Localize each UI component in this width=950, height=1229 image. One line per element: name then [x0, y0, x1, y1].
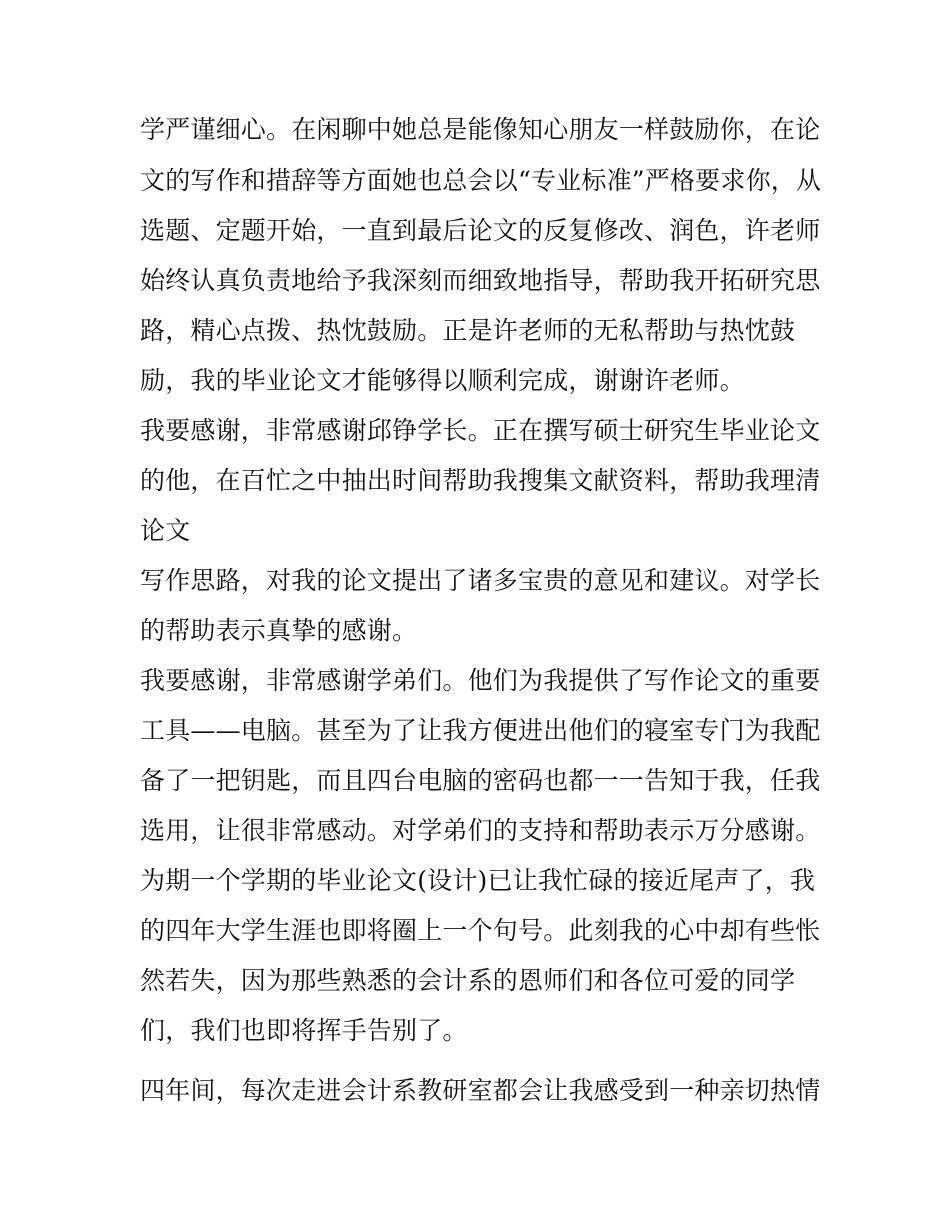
text-line: 我要感谢，非常感谢学弟们。他们为我提供了写作论文的重要 — [140, 666, 821, 695]
text-line: 的四年大学生涯也即将圈上一个句号。此刻我的心中却有些怅 — [140, 916, 821, 945]
text-line: 学严谨细心。在闲聊中她总是能像知心朋友一样鼓励你，在论 — [140, 115, 821, 144]
text-line: 的帮助表示真挚的感谢。 — [140, 616, 418, 645]
text-line: 励，我的毕业论文才能够得以顺利完成，谢谢许老师。 — [140, 366, 745, 395]
text-line: 选题、定题开始，一直到最后论文的反复修改、润色，许老师 — [140, 216, 821, 245]
text-line: 路，精心点拨、热忱鼓励。正是许老师的无私帮助与热忱鼓 — [140, 316, 796, 345]
text-line: 四年间，每次走进会计系教研室都会让我感受到一种亲切热情 — [140, 1076, 821, 1105]
text-line: 论文 — [140, 516, 191, 545]
text-line: 写作思路，对我的论文提出了诸多宝贵的意见和建议。对学长 — [140, 566, 821, 595]
text-line: 然若失，因为那些熟悉的会计系的恩师们和各位可爱的同学 — [140, 966, 796, 995]
text-line: 我要感谢，非常感谢邱铮学长。正在撰写硕士研究生毕业论文 — [140, 416, 821, 445]
text-line: 为期一个学期的毕业论文(设计)已让我忙碌的接近尾声了，我 — [140, 866, 816, 895]
text-line: 选用，让很非常感动。对学弟们的支持和帮助表示万分感谢。 — [140, 816, 821, 845]
text-line: 备了一把钥匙，而且四台电脑的密码也都一一告知于我，任我 — [140, 766, 821, 795]
text-line: 们，我们也即将挥手告别了。 — [140, 1016, 468, 1045]
text-line: 始终认真负责地给予我深刻而细致地指导，帮助我开拓研究思 — [140, 266, 821, 295]
text-line: 文的写作和措辞等方面她也总会以“专业标准”严格要求你，从 — [140, 166, 822, 195]
text-line: 工具——电脑。甚至为了让我方便进出他们的寝室专门为我配 — [140, 716, 821, 745]
text-line: 的他，在百忙之中抽出时间帮助我搜集文献资料，帮助我理清 — [140, 466, 821, 495]
